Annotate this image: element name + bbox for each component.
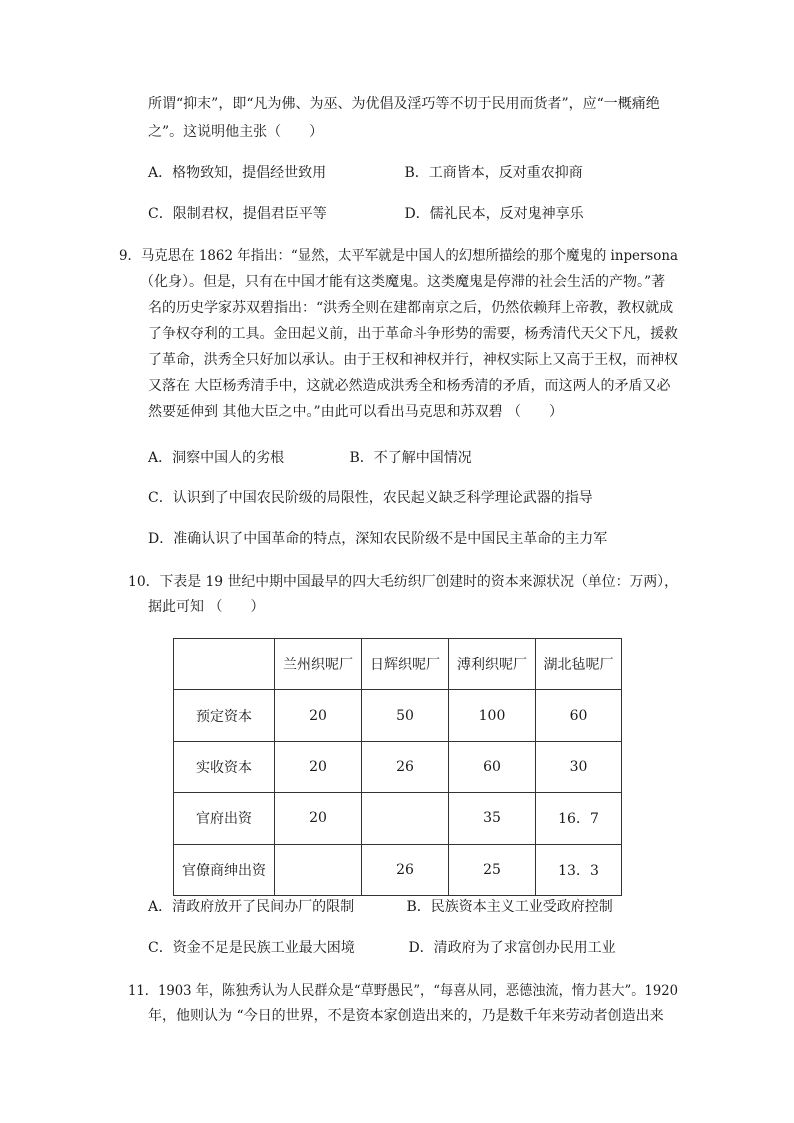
row-label: 官府出资 xyxy=(174,793,275,844)
table-cell xyxy=(275,844,362,895)
table-cell: 30 xyxy=(536,741,622,792)
table-cell: 20 xyxy=(275,793,362,844)
q9-text-line-1: 9．马克思在 1862 年指出：“显然，太平军就是中国人的幻想所描绘的那个魔鬼的 inpersona xyxy=(119,248,679,264)
q10-text-line-2: 据此可知 （ ） xyxy=(148,599,265,615)
q8-text-line-2: 之”。这说明他主张（ ） xyxy=(148,124,324,140)
q8-options-row-1 xyxy=(148,163,583,183)
table-header-cell: 溥利织呢厂 xyxy=(449,639,536,690)
q10-option-d[interactable]: D．清政府为了求富创办民用工业 xyxy=(408,940,616,956)
q11-text-line-2: 年，他则认为 “今日的世界，不是资本家创造出来的，乃是数千年来劳动者创造出来 xyxy=(148,1008,664,1024)
table-row xyxy=(174,844,622,895)
q8-options-row-2 xyxy=(148,204,584,224)
table-header-cell: 日辉织呢厂 xyxy=(362,639,449,690)
q9-option-c[interactable]: C．认识到了中国农民阶级的局限性，农民起义缺乏科学理论武器的指导 xyxy=(148,490,593,506)
table-cell xyxy=(362,793,449,844)
q10-text-line-1: 10．下表是 19 世纪中期中国最早的四大毛纺织厂创建时的资本来源状况（单位：万两）， xyxy=(128,574,678,590)
table-cell: 100 xyxy=(449,690,536,741)
table-cell: 20 xyxy=(275,741,362,792)
q8-option-a[interactable]: A．格物致知，提倡经世致用 xyxy=(148,165,327,181)
q10-option-a[interactable]: A．清政府放开了民间办厂的限制 xyxy=(148,899,355,915)
q8-option-b[interactable]: B．工商皆本，反对重农抑商 xyxy=(404,165,583,181)
q9-text-line-5: 了革命，洪秀全只好加以承认。由于王权和神权并行，神权实际上又高于王权，而神权 xyxy=(148,352,678,368)
table-cell: 60 xyxy=(449,741,536,792)
table-header-cell: 兰州织呢厂 xyxy=(275,639,362,690)
q10-option-b[interactable]: B．民族资本主义工业受政府控制 xyxy=(406,899,613,915)
q9-text-line-4: 了争权夺利的工具。金田起义前，出于革命斗争形势的需要，杨秀清代天父下凡，援救 xyxy=(148,326,678,342)
q9-option-b[interactable]: B．不了解中国情况 xyxy=(349,450,472,466)
q9-text-line-6: 又落在 大臣杨秀清手中，这就必然造成洪秀全和杨秀清的矛盾，而这两人的矛盾又必 xyxy=(148,378,671,394)
table-row xyxy=(174,793,622,844)
table-cell: 60 xyxy=(536,690,622,741)
q9-text-line-3: 名的历史学家苏双碧指出：“洪秀全则在建都南京之后，仍然依赖拜上帝教，教权就成 xyxy=(148,300,674,316)
q11-text-line-1: 11．1903 年，陈独秀认为人民群众是“草野愚民”，“每喜从同，恶德浊流，惰力甚大”。1920 xyxy=(128,983,678,999)
table-cell: 50 xyxy=(362,690,449,741)
table-cell: 35 xyxy=(449,793,536,844)
table-cell: 26 xyxy=(362,741,449,792)
row-label: 实收资本 xyxy=(174,741,275,792)
q9-options-row-1 xyxy=(148,448,472,468)
q9-option-a[interactable]: A．洞察中国人的劣根 xyxy=(148,450,285,466)
table-header-row xyxy=(174,639,622,690)
q10-options-row-1 xyxy=(148,897,613,917)
table-cell: 26 xyxy=(362,844,449,895)
q8-option-d[interactable]: D．儒礼民本，反对鬼神享乐 xyxy=(404,206,584,222)
q9-text-line-2: （化身）。但是，只有在中国才能有这类魔鬼。这类魔鬼是停滞的社会生活的产物。”著 xyxy=(140,274,666,290)
table-row xyxy=(174,741,622,792)
table-cell: 16．7 xyxy=(536,793,622,844)
q10-option-c[interactable]: C．资金不足是民族工业最大困境 xyxy=(148,940,355,956)
table-header-cell xyxy=(174,639,275,690)
q8-text-line-1: 所谓“抑末”，即“凡为佛、为巫、为优倡及淫巧等不切于民用而货者”，应“一概痛绝 xyxy=(148,96,660,112)
capital-source-table xyxy=(173,638,622,896)
table-cell: 25 xyxy=(449,844,536,895)
q8-option-c[interactable]: C．限制君权，提倡君臣平等 xyxy=(148,206,327,222)
q9-option-d[interactable]: D．准确认识了中国革命的特点，深知农民阶级不是中国民主革命的主力军 xyxy=(148,531,608,547)
table-header-cell: 湖北毡呢厂 xyxy=(536,639,622,690)
table-cell: 20 xyxy=(275,690,362,741)
table-row xyxy=(174,690,622,741)
q10-options-row-2 xyxy=(148,938,616,958)
q9-text-line-7: 然要延伸到 其他大臣之中。”由此可以看出马克思和苏双碧 （ ） xyxy=(148,404,564,420)
table-cell: 13．3 xyxy=(536,844,622,895)
row-label: 预定资本 xyxy=(174,690,275,741)
row-label: 官僚商绅出资 xyxy=(174,844,275,895)
